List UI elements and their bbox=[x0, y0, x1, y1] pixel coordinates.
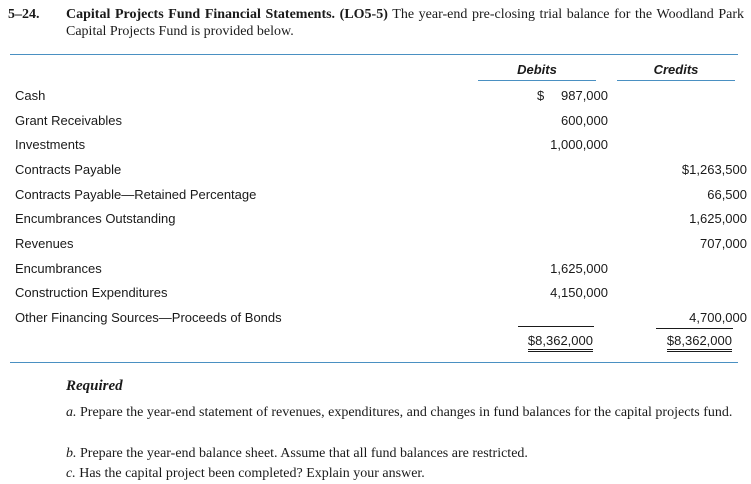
problem-title: Capital Projects Fund Financial Statements. (LO5-5) bbox=[66, 7, 388, 22]
debit-value: 600,000 bbox=[561, 113, 608, 128]
table-row bbox=[15, 285, 735, 305]
credit-value: 1,625,000 bbox=[689, 211, 747, 226]
problem-statement bbox=[66, 6, 744, 40]
credit-total bbox=[617, 333, 732, 348]
debits-header-rule bbox=[478, 80, 596, 81]
table-row bbox=[15, 236, 747, 256]
required-item-b bbox=[66, 445, 736, 462]
item-letter: b. bbox=[66, 446, 77, 461]
account-label: Encumbrances Outstanding bbox=[15, 211, 176, 226]
account-label: Investments bbox=[15, 137, 86, 152]
item-text: Has the capital project been completed? Explain your answer. bbox=[79, 466, 425, 481]
account-label: Other Financing Sources—Proceeds of Bonds bbox=[15, 310, 282, 325]
credit-value: 4,700,000 bbox=[689, 310, 747, 325]
table-row bbox=[15, 162, 747, 182]
account-label: Revenues bbox=[15, 236, 74, 251]
credits-header: Credits bbox=[653, 62, 699, 77]
credit-sum-rule bbox=[656, 328, 733, 329]
account-label: Contracts Payable—Retained Percentage bbox=[15, 187, 257, 202]
debit-value: 1,625,000 bbox=[550, 261, 608, 276]
account-label: Grant Receivables bbox=[15, 113, 122, 128]
required-item-c bbox=[66, 465, 736, 482]
problem-intro: The year-end pre-closing trial balance for the Woodland Park Capital Projects Fund is provided below. bbox=[66, 7, 744, 39]
table-row bbox=[15, 113, 735, 133]
problem-number: 5–24. bbox=[8, 7, 40, 22]
debit-value: 4,150,000 bbox=[550, 285, 608, 300]
table-row bbox=[15, 261, 735, 281]
debit-total-value: $8,362,000 bbox=[528, 333, 593, 352]
table-bottom-rule bbox=[10, 362, 738, 363]
credit-value: 66,500 bbox=[707, 187, 747, 202]
account-label: Encumbrances bbox=[15, 261, 102, 276]
item-text: Prepare the year-end statement of revenues, expenditures, and changes in fund balances for the capital projects fund. bbox=[80, 405, 733, 420]
table-top-rule bbox=[10, 54, 738, 55]
required-heading: Required bbox=[66, 378, 123, 394]
debit-total bbox=[478, 333, 593, 348]
required-item-a bbox=[66, 404, 736, 421]
debit-value: 987,000 bbox=[561, 88, 608, 103]
credit-value: $1,263,500 bbox=[681, 162, 747, 177]
credit-value: 707,000 bbox=[700, 236, 747, 251]
item-letter: a. bbox=[66, 405, 77, 420]
debits-header: Debits bbox=[517, 62, 557, 77]
debit-sum-rule bbox=[518, 326, 594, 327]
table-row bbox=[15, 137, 735, 157]
table-row bbox=[15, 187, 747, 207]
account-label: Contracts Payable bbox=[15, 162, 122, 177]
debit-value: 1,000,000 bbox=[550, 137, 608, 152]
currency-symbol: $ bbox=[537, 88, 545, 103]
account-label: Construction Expenditures bbox=[15, 285, 168, 300]
credits-header-rule bbox=[617, 80, 735, 81]
table-row bbox=[15, 88, 735, 108]
account-label: Cash bbox=[15, 88, 46, 103]
table-row bbox=[15, 211, 747, 231]
table-row bbox=[15, 310, 747, 330]
credit-total-value: $8,362,000 bbox=[667, 333, 732, 352]
item-text: Prepare the year-end balance sheet. Assume that all fund balances are restricted. bbox=[80, 446, 528, 461]
item-letter: c. bbox=[66, 466, 76, 481]
